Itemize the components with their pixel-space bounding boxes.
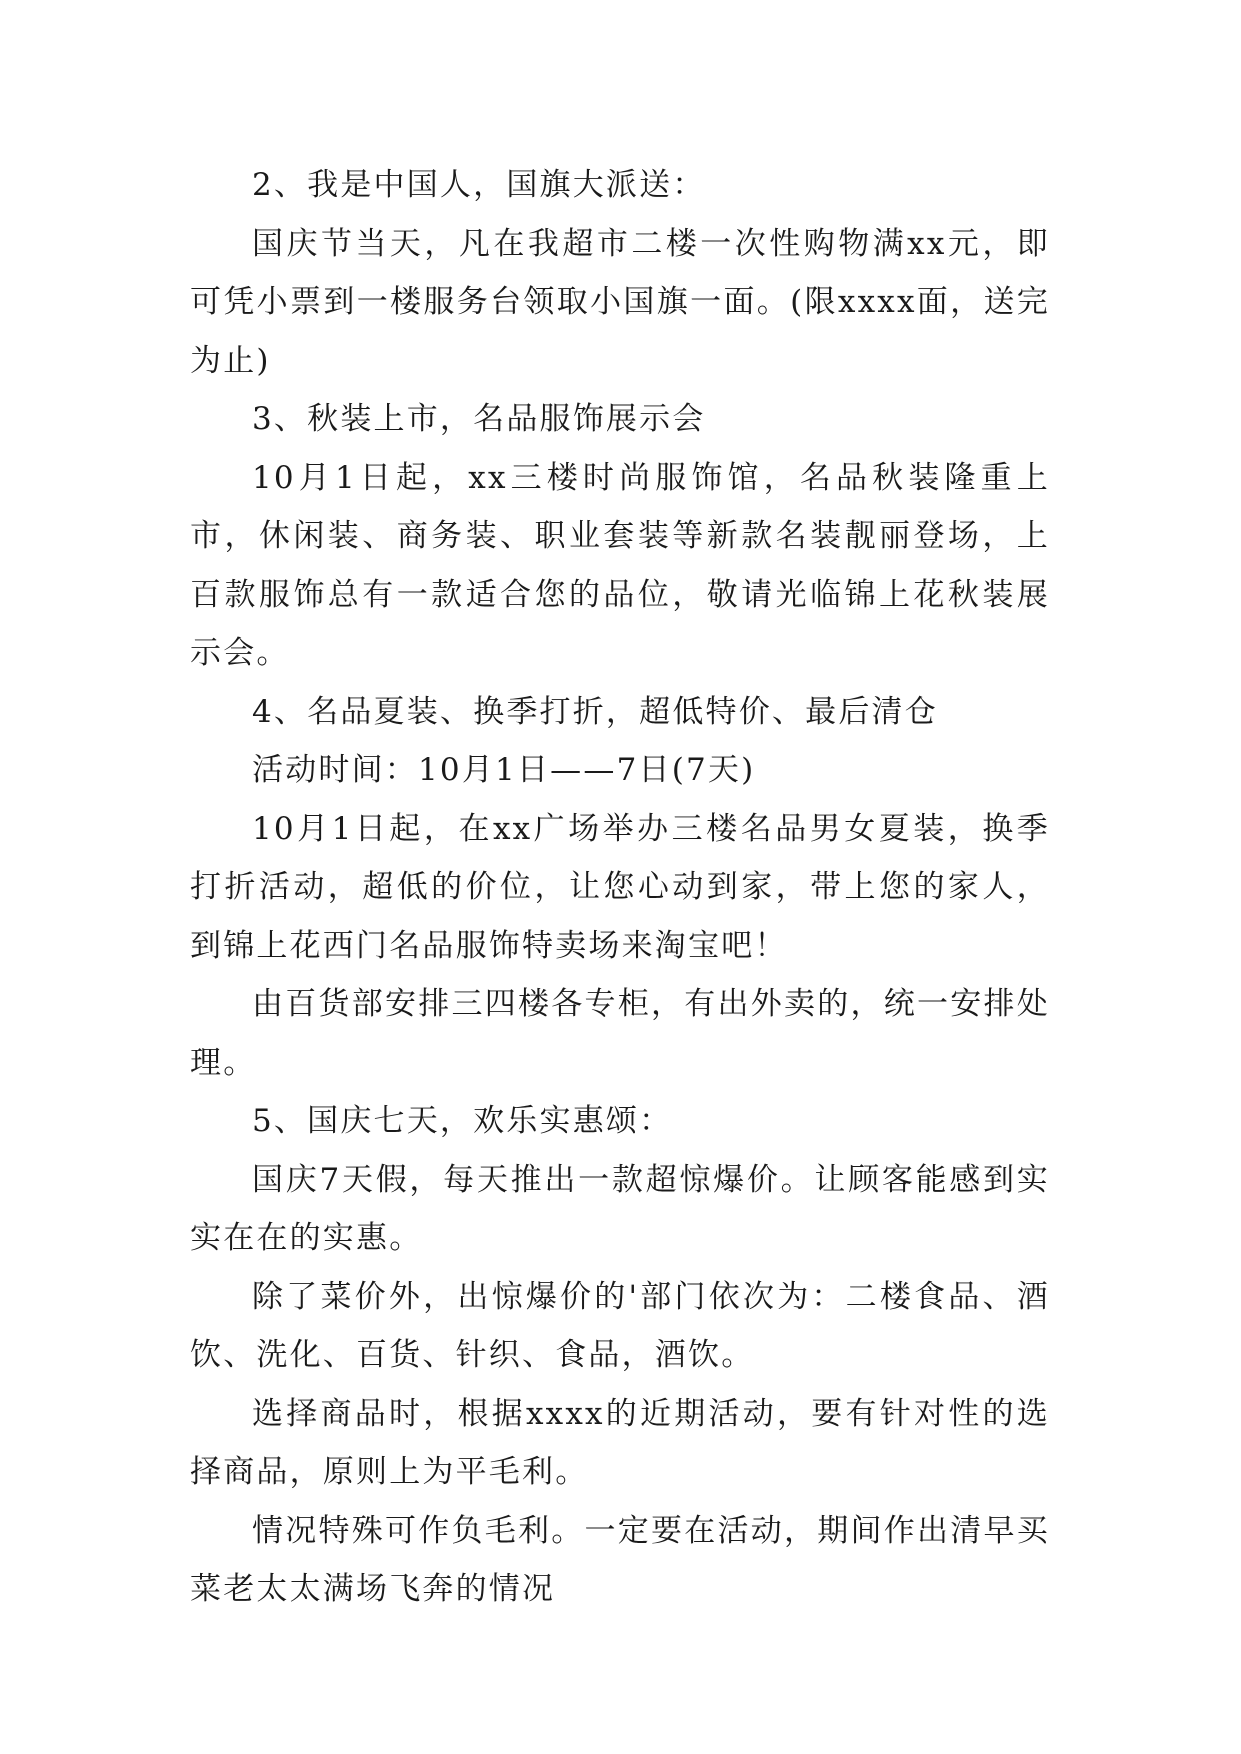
- paragraph-department-arrangement: 由百货部安排三四楼各专柜，有出外卖的，统一安排处理。: [190, 986, 1050, 1081]
- paragraph-flag-giveaway-details: 国庆节当天，凡在我超市二楼一次性购物满xx元，即可凭小票到一楼服务台领取小国旗一面。(限xxxx面，送完为止): [190, 225, 1050, 379]
- section-heading-autumn-fashion: 3、秋装上市，名品服饰展示会: [252, 401, 706, 437]
- section-heading-national-day-deals: 5、国庆七天，欢乐实惠颂：: [252, 1103, 673, 1139]
- document-body: [190, 156, 1050, 1619]
- paragraph-deal-departments: 除了菜价外，出惊爆价的'部门依次为：二楼食品、酒饮、洗化、百货、针织、食品，酒饮。: [190, 1278, 1050, 1373]
- paragraph-autumn-fashion-details: 10月1日起，xx三楼时尚服饰馆，名品秋装隆重上市，休闲装、商务装、职业套装等新款名装靓丽登场，上百款服饰总有一款适合您的品位，敬请光临锦上花秋装展示会。: [190, 459, 1050, 671]
- paragraph-activity-time: 活动时间：10月1日——7日(7天): [252, 752, 756, 788]
- paragraph-product-selection: 选择商品时，根据xxxx的近期活动，要有针对性的选择商品，原则上为平毛利。: [190, 1395, 1050, 1490]
- section-heading-summer-clearance: 4、名品夏装、换季打折，超低特价、最后清仓: [252, 693, 938, 730]
- section-heading-flag-giveaway: 2、我是中国人，国旗大派送：: [252, 167, 706, 203]
- paragraph-summer-clearance-details: 10月1日起，在xx广场举办三楼名品男女夏装，换季打折活动，超低的价位，让您心动到家，带上您的家人，到锦上花西门名品服饰特卖场来淘宝吧！: [190, 810, 1050, 964]
- paragraph-daily-deals: 国庆7天假，每天推出一款超惊爆价。让顾客能感到实实在在的实惠。: [190, 1161, 1050, 1256]
- paragraph-special-cases: 情况特殊可作负毛利。一定要在活动，期间作出清早买菜老太太满场飞奔的情况: [190, 1512, 1050, 1607]
